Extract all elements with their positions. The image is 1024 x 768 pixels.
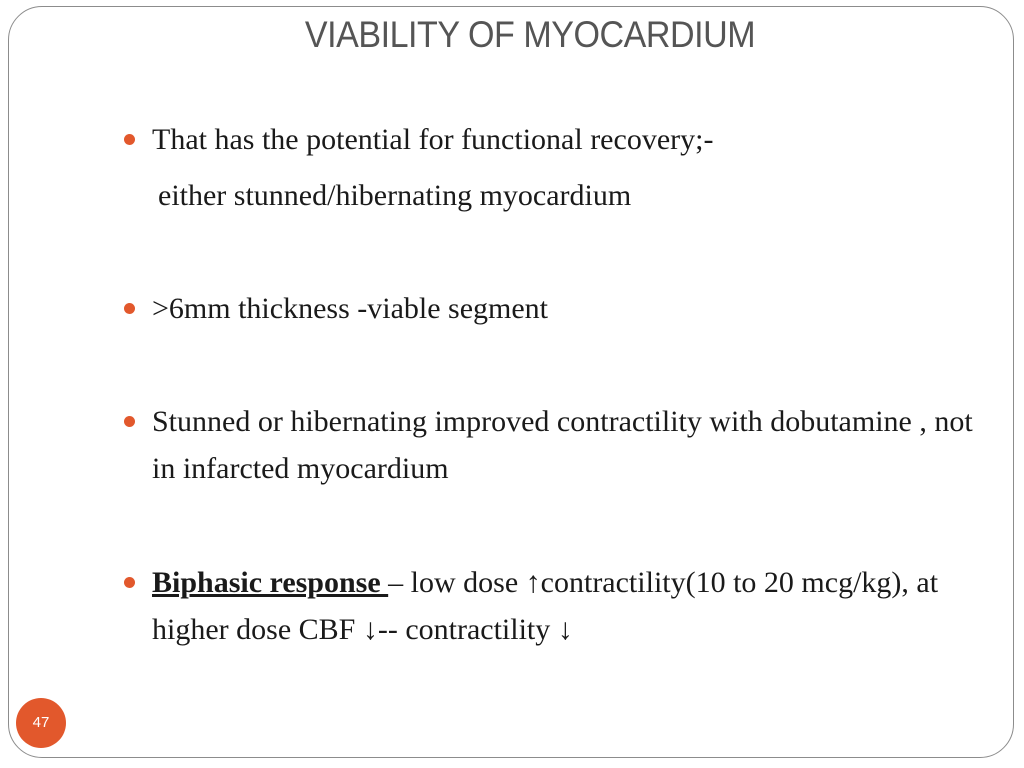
bullet-dot-icon	[124, 416, 135, 427]
bullet-text: >6mm thickness -viable segment	[152, 292, 549, 325]
bullet-text: That has the potential for functional recovery;-	[152, 123, 714, 156]
bullet-text	[152, 559, 974, 653]
bullet-item-3	[124, 398, 974, 492]
bullet-emphasis: Biphasic response	[152, 566, 389, 599]
bullet-item-1	[124, 116, 974, 219]
bullet-dot-icon	[124, 577, 135, 588]
bullet-text: Stunned or hibernating improved contractility with dobutamine , not in infarcted myocardium	[152, 405, 973, 485]
bullet-body: – low dose ↑contractility(10 to 20 mcg/kg), at higher dose CBF ↓-- contractility ↓	[152, 566, 939, 646]
page-number-badge: 47	[16, 698, 66, 748]
bullet-item-2	[124, 285, 974, 332]
bullet-dot-icon	[124, 303, 135, 314]
bullet-continuation: either stunned/hibernating myocardium	[158, 179, 632, 212]
bullet-item-4	[124, 559, 974, 653]
bullet-dot-icon	[124, 134, 135, 145]
slide-title: VIABILITY OF MYOCARDIUM	[304, 14, 756, 55]
